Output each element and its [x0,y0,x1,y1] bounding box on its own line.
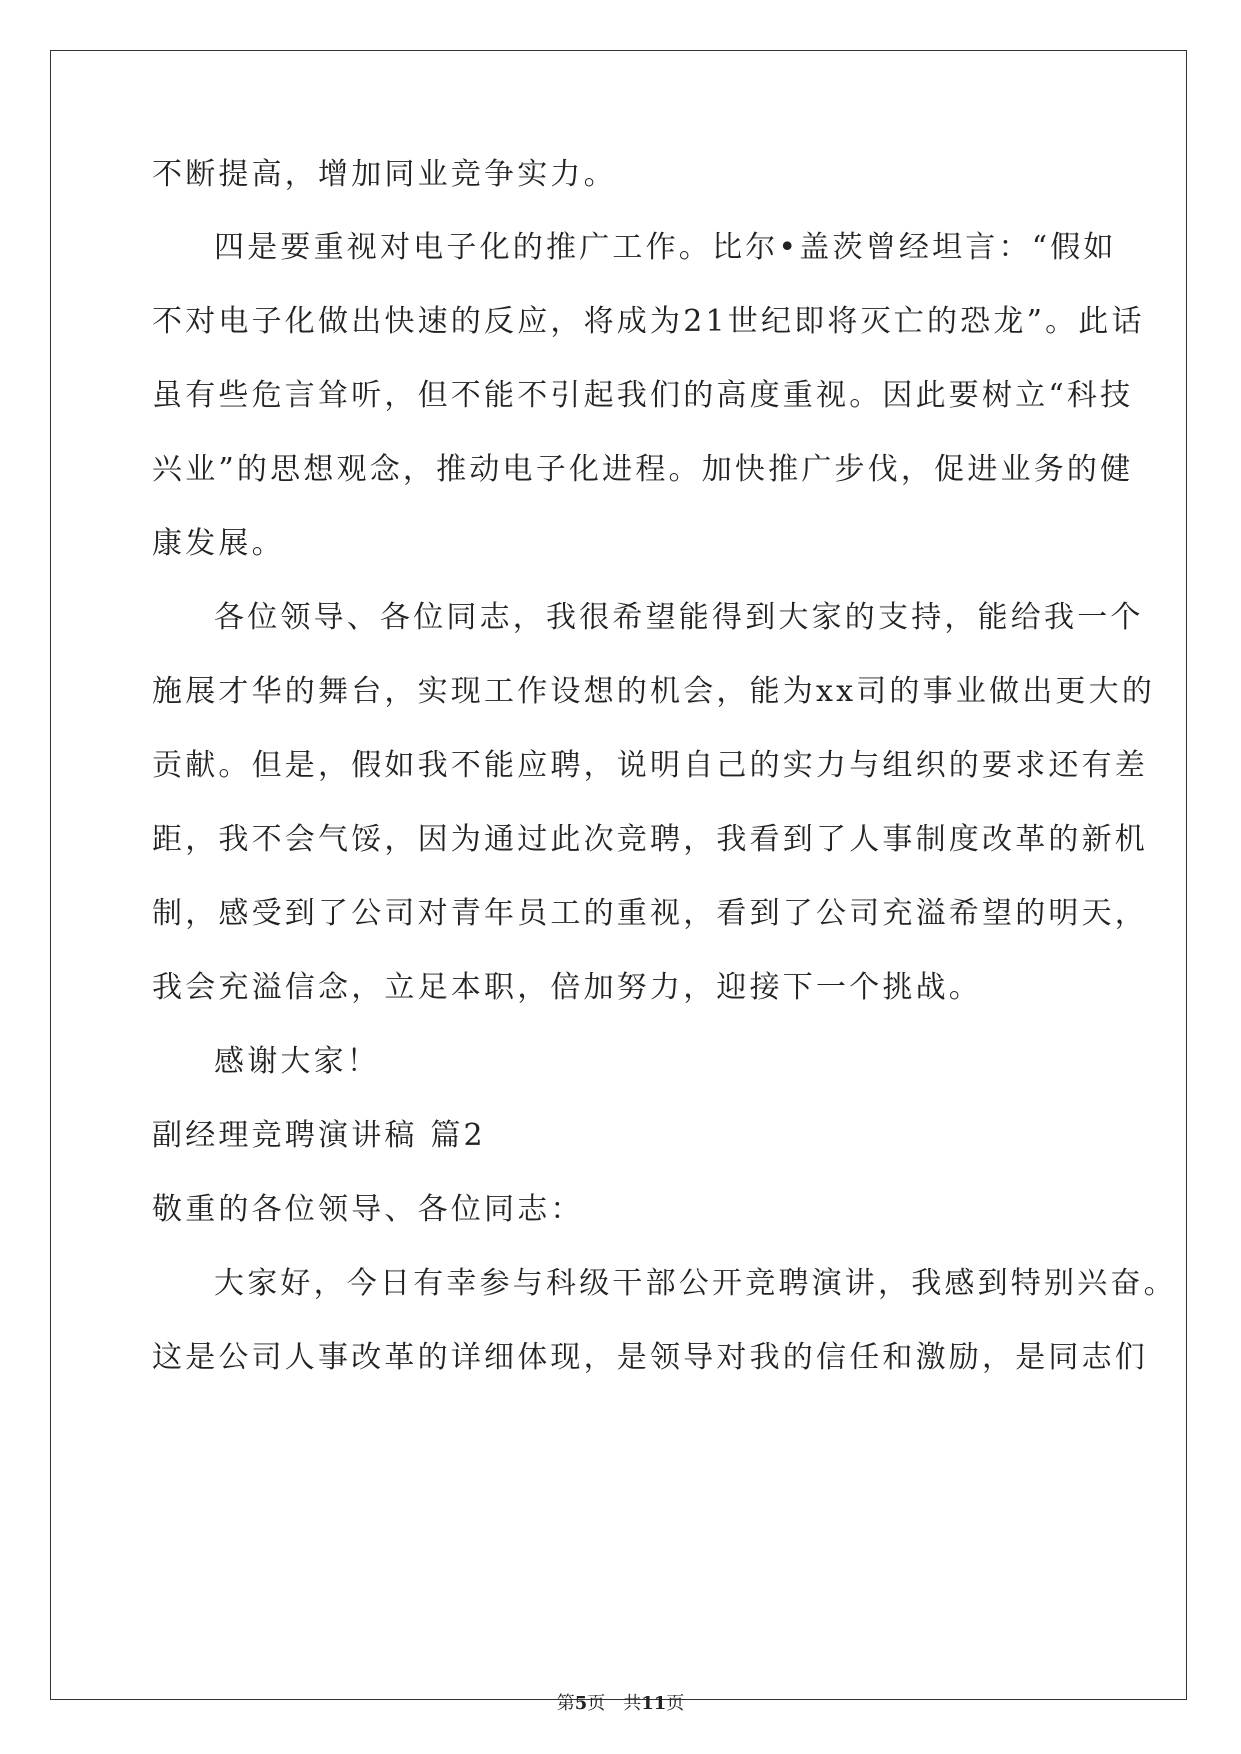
text-line: 四是要重视对电子化的推广工作。比尔•盖茨曾经坦言：“假如 [214,230,1117,265]
text-line: 兴业”的思想观念，推动电子化进程。加快推广步伐，促进业务的健 [152,452,1134,487]
page-border [50,50,1187,1700]
text-line: 距，我不会气馁，因为通过此次竞聘，我看到了人事制度改革的新机 [152,822,1148,857]
text-line: 康发展。 [152,526,285,561]
page-prefix: 第 [556,1693,575,1714]
text-line: 大家好，今日有幸参与科级干部公开竞聘演讲，我感到特别兴奋。 [214,1266,1177,1301]
page-suffix: 页 [666,1693,685,1714]
text-line: 这是公司人事改革的详细体现，是领导对我的信任和激励，是同志们 [152,1340,1148,1375]
page-mid: 页 共 [587,1693,642,1714]
text-line: 不对电子化做出快速的反应，将成为21世纪即将灭亡的恐龙”。此话 [152,304,1145,339]
text-line: 感谢大家！ [214,1044,380,1079]
text-line: 制，感受到了公司对青年员工的重视，看到了公司充溢希望的明天， [152,896,1148,931]
text-line: 贡献。但是，假如我不能应聘，说明自己的实力与组织的要求还有差 [152,748,1148,783]
text-line: 虽有些危言耸听，但不能不引起我们的高度重视。因此要树立“科技 [152,378,1134,413]
text-line: 我会充溢信念，立足本职，倍加努力，迎接下一个挑战。 [152,970,982,1005]
section-heading: 副经理竞聘演讲稿 篇2 [152,1118,486,1153]
page-current: 5 [574,1693,588,1714]
text-line: 各位领导、各位同志，我很希望能得到大家的支持，能给我一个 [214,600,1144,635]
salutation: 敬重的各位领导、各位同志： [152,1192,584,1227]
page-footer [0,1692,1241,1716]
text-line: 不断提高，增加同业竞争实力。 [152,157,617,192]
text-line: 施展才华的舞台，实现工作设想的机会，能为xx司的事业做出更大的 [152,674,1156,709]
page-total: 11 [641,1693,667,1714]
